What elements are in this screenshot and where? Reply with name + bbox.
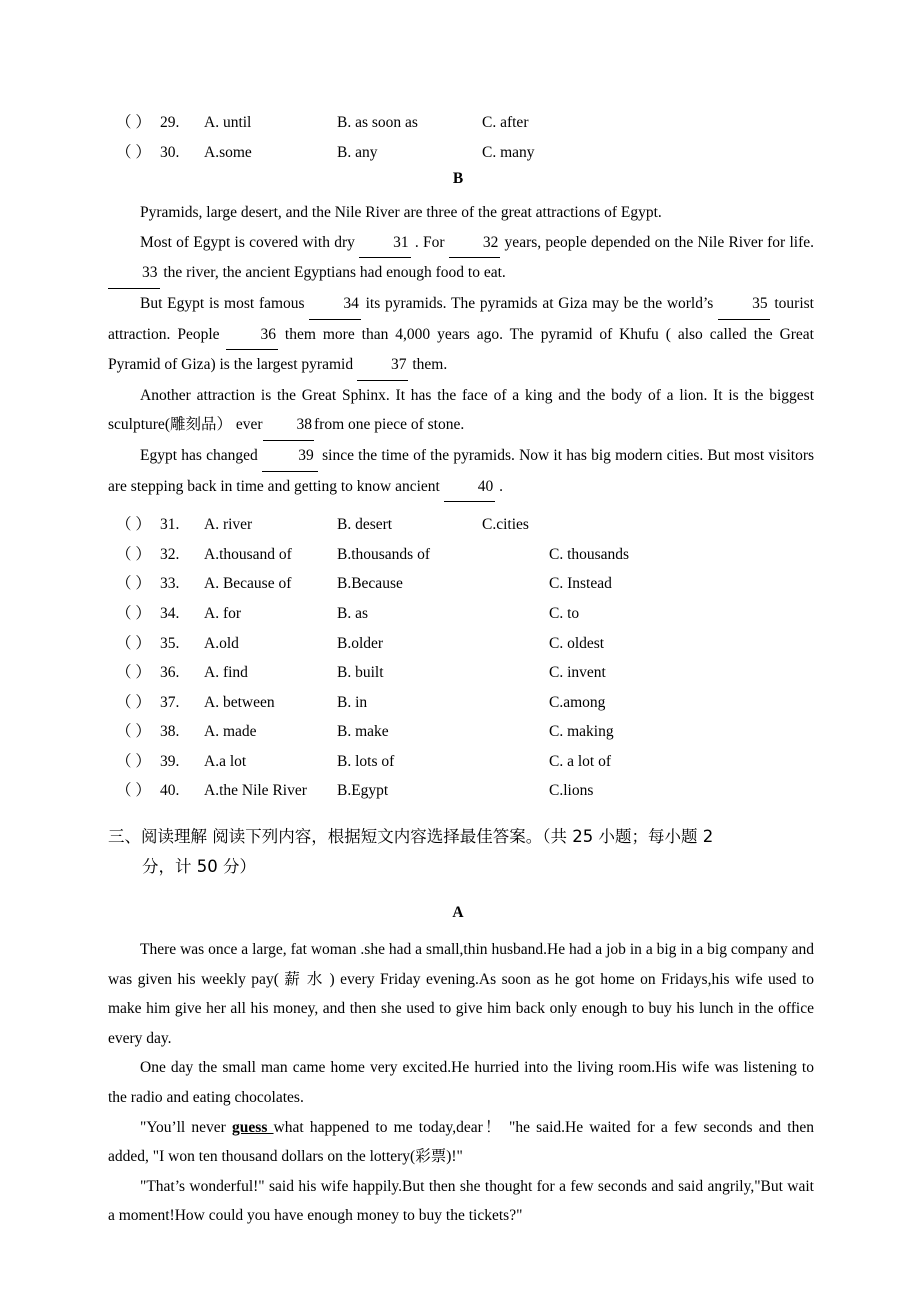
- option-c[interactable]: C. invent: [549, 664, 606, 682]
- cloze-options-29-30: [108, 108, 814, 167]
- mc-option-row: [108, 776, 814, 806]
- mc-option-row: [108, 747, 814, 777]
- text-run: tourist attraction. People: [108, 294, 814, 343]
- option-b[interactable]: B. in: [337, 693, 368, 711]
- option-c[interactable]: C. Instead: [549, 575, 612, 593]
- option-b[interactable]: B. desert: [337, 516, 393, 534]
- option-c[interactable]: C. many: [482, 143, 535, 161]
- text-run: .: [495, 477, 503, 495]
- paragraph: [108, 935, 814, 1053]
- option-a[interactable]: A. find: [204, 664, 248, 682]
- text-run: them.: [408, 356, 448, 374]
- paragraph: [108, 1113, 814, 1172]
- answer-blank[interactable]: 31: [359, 228, 411, 259]
- paragraph: [108, 228, 814, 289]
- answer-blank[interactable]: 36: [226, 320, 278, 351]
- option-a[interactable]: A.some: [204, 143, 252, 161]
- text-run: Pyramids, large desert, and the Nile River are three of the great attractions of Egypt.: [140, 204, 662, 222]
- option-c[interactable]: C. after: [482, 114, 529, 131]
- option-b[interactable]: B.older: [337, 634, 384, 652]
- question-number: 31.: [160, 516, 180, 534]
- passage-a-body: [108, 935, 814, 1231]
- text-run: its pyramids. The pyramids at Giza may be the world’s: [360, 294, 719, 312]
- question-number: 37.: [160, 693, 180, 711]
- text-run: "That’s wonderful!" said his wife happily.But then she thought for a few seconds and said angrily,"But wait a moment!How could you have enough money to buy the tickets?": [108, 1177, 814, 1225]
- option-c[interactable]: C.lions: [549, 782, 594, 800]
- option-b[interactable]: B. as: [337, 604, 368, 622]
- text-run: the river, the ancient Egyptians had enough food to eat.: [159, 264, 506, 282]
- paragraph: [108, 1172, 814, 1231]
- text-run: But Egypt is most famous: [140, 294, 310, 312]
- question-number: 36.: [160, 664, 180, 682]
- answer-bracket[interactable]: （ ）: [116, 664, 151, 682]
- answer-blank[interactable]: 34: [309, 289, 361, 320]
- option-a[interactable]: A. until: [204, 114, 252, 131]
- answer-bracket[interactable]: （ ）: [116, 114, 151, 131]
- option-c[interactable]: C. a lot of: [549, 752, 611, 770]
- answer-blank[interactable]: 37: [357, 350, 409, 381]
- answer-bracket[interactable]: （ ）: [116, 634, 151, 652]
- option-a[interactable]: A. between: [204, 693, 275, 711]
- option-b[interactable]: B. any: [337, 143, 378, 161]
- text-run: Most of Egypt is covered with dry: [140, 233, 360, 251]
- passage-a-letter: A: [452, 904, 464, 922]
- text-run: . For: [410, 233, 449, 251]
- question-number: 30.: [160, 143, 180, 161]
- option-a[interactable]: A. made: [204, 723, 257, 741]
- question-number: 33.: [160, 575, 180, 593]
- answer-bracket[interactable]: （ ）: [116, 516, 151, 534]
- option-b[interactable]: B. built: [337, 664, 384, 682]
- option-c[interactable]: C. thousands: [549, 545, 630, 563]
- answer-blank[interactable]: 38: [263, 410, 315, 441]
- mc-option-row: [108, 108, 814, 138]
- paragraph: [108, 198, 814, 228]
- text-run: One day the small man came home very excited.He hurried into the living room.His wife was listening to the radio and eating chocolates.: [108, 1059, 814, 1107]
- mc-option-row: [108, 717, 814, 747]
- answer-bracket[interactable]: （ ）: [116, 575, 151, 593]
- option-a[interactable]: A. river: [204, 516, 253, 534]
- answer-bracket[interactable]: （ ）: [116, 143, 151, 161]
- answer-bracket[interactable]: （ ）: [116, 782, 151, 800]
- text-run: them more than 4,000 years ago. The pyramid of Khufu ( also called the Great Pyramid of Giza) is the largest pyramid: [108, 325, 814, 374]
- question-number: 39.: [160, 752, 180, 770]
- answer-bracket[interactable]: （ ）: [116, 693, 151, 711]
- reading-section-heading-line1: 三、阅读理解 阅读下列内容，根据短文内容选择最佳答案。（共 25 小题；每小题 2: [108, 827, 714, 847]
- option-a[interactable]: A.the Nile River: [204, 782, 307, 800]
- answer-bracket[interactable]: （ ）: [116, 752, 151, 770]
- option-a[interactable]: A.old: [204, 634, 239, 652]
- option-a[interactable]: A. Because of: [204, 575, 292, 593]
- answer-blank[interactable]: 32: [449, 228, 501, 259]
- mc-option-row: [108, 658, 814, 688]
- option-c[interactable]: C. making: [549, 723, 614, 741]
- mc-option-row: [108, 629, 814, 659]
- question-number: 29.: [160, 114, 180, 131]
- option-b[interactable]: B. lots of: [337, 752, 395, 770]
- option-c[interactable]: C.among: [549, 693, 606, 711]
- paragraph: [108, 381, 814, 441]
- text-run: "You’ll never: [140, 1118, 233, 1136]
- option-b[interactable]: B. as soon as: [337, 114, 418, 131]
- option-a[interactable]: A.a lot: [204, 752, 247, 770]
- answer-blank[interactable]: 35: [718, 289, 770, 320]
- option-b[interactable]: B. make: [337, 723, 389, 741]
- option-a[interactable]: A. for: [204, 604, 242, 622]
- option-a[interactable]: A.thousand of: [204, 545, 292, 563]
- mc-option-row: [108, 540, 814, 570]
- passage-b-body: [108, 198, 814, 502]
- reading-section-heading-line2: 分，计 50 分）: [142, 857, 256, 877]
- option-c[interactable]: C. oldest: [549, 634, 605, 652]
- answer-bracket[interactable]: （ ）: [116, 723, 151, 741]
- answer-blank[interactable]: 39: [262, 441, 318, 472]
- paragraph: [108, 1053, 814, 1112]
- text-run: Another attraction is the Great Sphinx. It has the face of a king and the body of a lion. It is the biggest sculpture(雕刻品） ever: [108, 386, 814, 434]
- answer-blank[interactable]: 33: [108, 258, 160, 289]
- text-run: Egypt has changed: [140, 446, 262, 464]
- paragraph: [108, 441, 814, 502]
- option-c[interactable]: C. to: [549, 604, 580, 622]
- page-content: [108, 108, 814, 1231]
- option-c[interactable]: C.cities: [482, 516, 529, 534]
- mc-option-row: [108, 510, 814, 540]
- text-run: from one piece of stone.: [314, 416, 465, 434]
- mc-option-row: [108, 569, 814, 599]
- emphasised-word: guess: [232, 1118, 274, 1136]
- question-number: 34.: [160, 604, 180, 622]
- question-number: 35.: [160, 634, 180, 652]
- answer-blank[interactable]: 40: [444, 472, 496, 503]
- cloze-options-31-40: [108, 510, 814, 806]
- option-b[interactable]: B.Egypt: [337, 782, 389, 800]
- text-run: what happened to me today,dear！ "he said.He waited for a few seconds and then added, "I won ten thousand dollars on the lottery(彩票)!": [108, 1118, 814, 1166]
- reading-section-heading: [108, 822, 814, 882]
- text-run: There was once a large, fat woman .she had a small,thin husband.He had a job in a big in a big company and was given his weekly pay( 薪 水 ) every Friday evening.As soon as he got home on Fridays,his wife used to make him give her all his money, and then she used to give him back only enough to buy his lunch in the office every day.: [108, 941, 814, 1047]
- paragraph: [108, 289, 814, 381]
- option-b[interactable]: B.Because: [337, 575, 403, 593]
- passage-b-letter: B: [452, 170, 464, 188]
- text-run: since the time of the pyramids. Now it has big modern cities. But most visitors are stepping back in time and getting to know ancient: [108, 446, 815, 495]
- option-b[interactable]: B.thousands of: [337, 545, 430, 563]
- text-run: years, people depended on the Nile River for life.: [500, 233, 814, 251]
- spacer: [108, 502, 814, 510]
- question-number: 38.: [160, 723, 180, 741]
- question-number: 32.: [160, 545, 180, 563]
- question-number: 40.: [160, 782, 180, 800]
- answer-bracket[interactable]: （ ）: [116, 545, 151, 563]
- answer-bracket[interactable]: （ ）: [116, 604, 151, 622]
- mc-option-row: [108, 138, 814, 168]
- mc-option-row: [108, 599, 814, 629]
- mc-option-row: [108, 688, 814, 718]
